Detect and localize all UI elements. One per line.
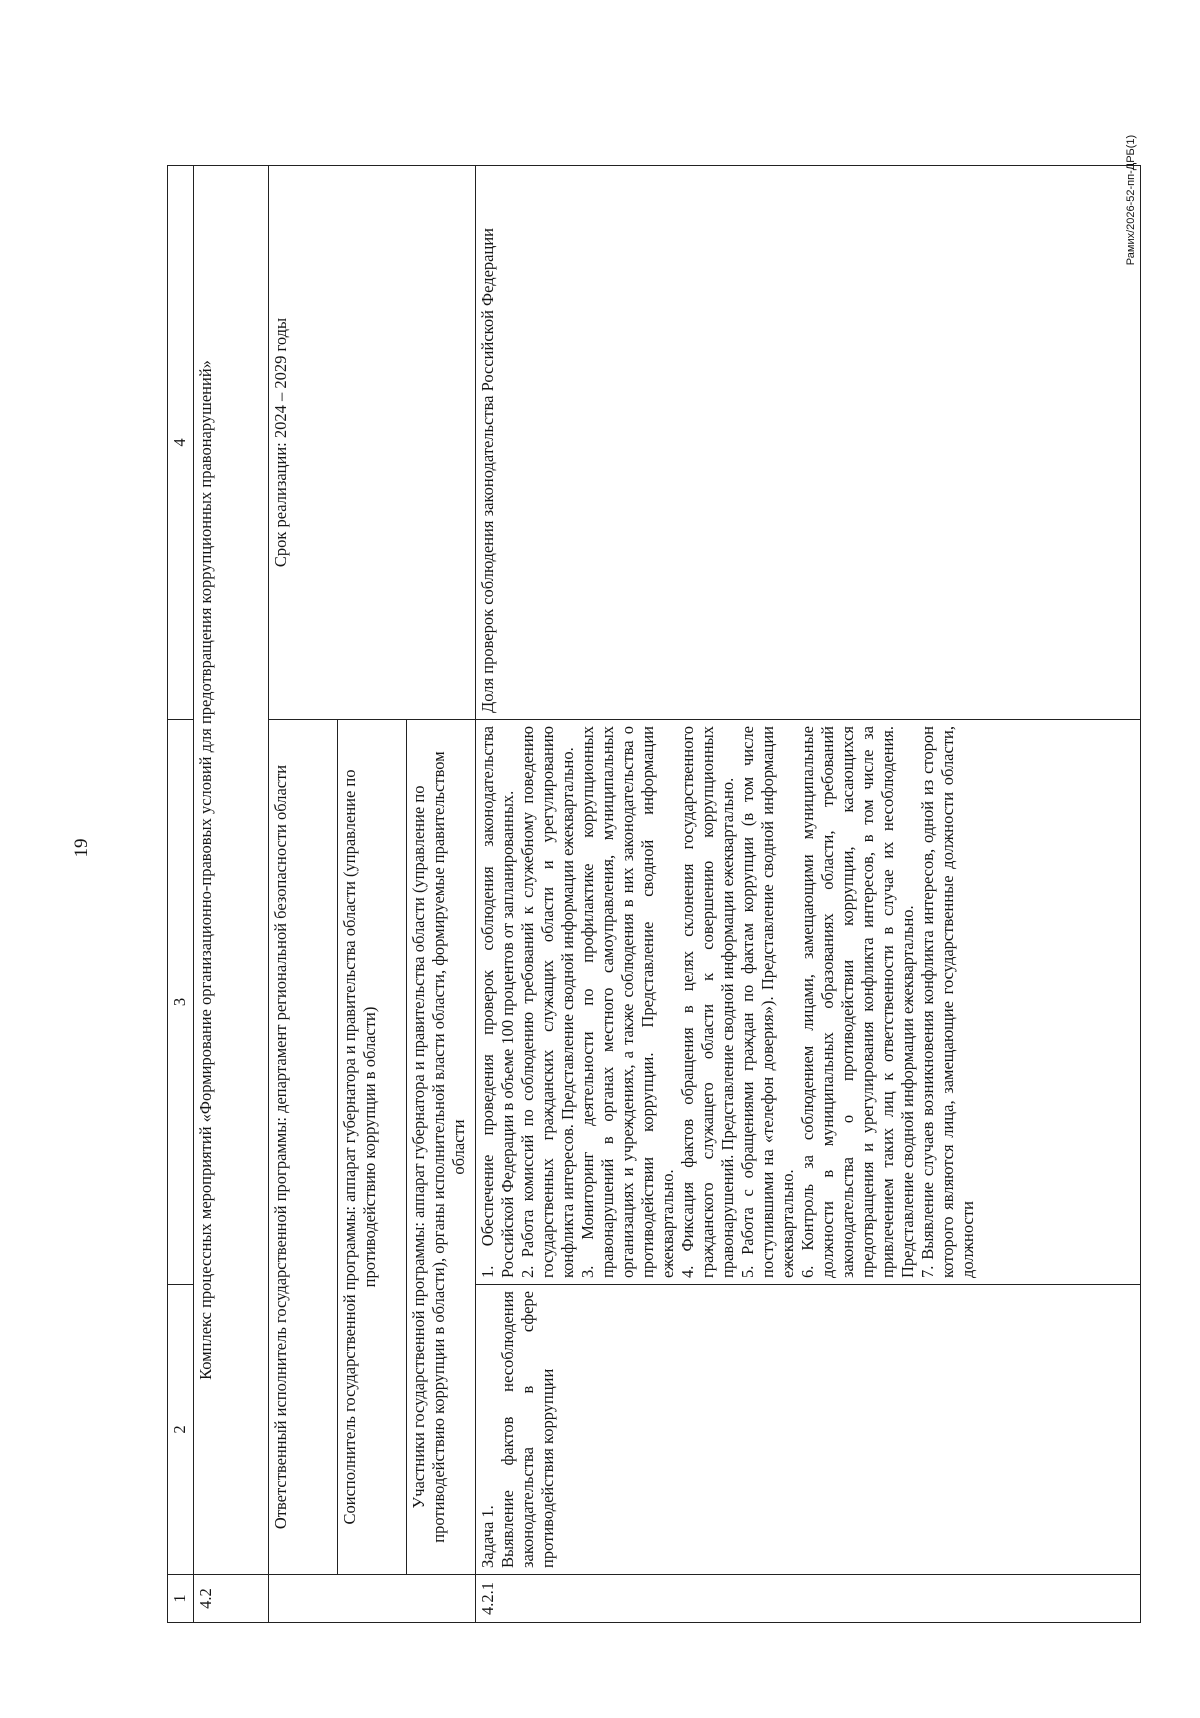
column-number-3: 3	[168, 720, 194, 1285]
task-row	[476, 166, 1141, 1623]
task-cell	[476, 1285, 1141, 1575]
page-number: 19	[71, 838, 92, 858]
responsible-executor: Ответственный исполнитель государственной программы: департамент региональной безопасности области	[269, 720, 338, 1575]
empty-number-cell	[269, 1575, 476, 1623]
program-table	[167, 165, 1141, 1623]
column-number-4: 4	[168, 166, 194, 720]
activities-cell	[476, 720, 1141, 1285]
activity-item: 1. Обеспечение проведения проверок соблюдения законодательства Российской Федерации в объеме 100 процентов от запланированных.	[478, 726, 517, 1278]
implementation-deadline: Срок реализации: 2024 – 2029 годы	[269, 166, 476, 720]
column-number-1: 1	[168, 1575, 194, 1623]
task-number: 4.2.1	[476, 1575, 1141, 1623]
rotated-table-container	[167, 166, 1127, 1623]
indicator-cell: Доля проверок соблюдения законодательства Российской Федерации	[476, 166, 1141, 720]
column-number-2: 2	[168, 1285, 194, 1575]
activity-item: 4. Фиксация фактов обращения в целях склонения государственного гражданского служащего области к совершению коррупционных правонарушений. Представление сводной информации ежеквартально.	[678, 726, 737, 1278]
responsible-row	[269, 166, 338, 1623]
activity-item: 7. Выявление случаев возникновения конфликта интересов, одной из сторон которого являются лица, замещающие государственные должности области, должности	[918, 726, 977, 1278]
task-label: Задача 1.	[478, 1505, 497, 1568]
activity-item: 5. Работа с обращениями граждан по фактам коррупции (в том числе поступившими на «телефон доверия»). Представление сводной информации ежеквартально.	[738, 726, 797, 1278]
activity-item: 2. Работа комиссий по соблюдению требований к служебному поведению государственных гражданских служащих области и урегулированию конфликта интересов. Представление сводной информации ежеквартально.	[518, 726, 577, 1278]
task-text: Выявление фактов несоблюдения законодательства в сфере противодействия коррупции	[498, 1291, 557, 1568]
coexecutor: Соисполнитель государственной программы: аппарат губернатора и правительства области (управление по противодействию коррупции в области)	[338, 720, 407, 1575]
complex-number: 4.2	[194, 1575, 269, 1623]
complex-title: Комплекс процессных мероприятий «Формирование организационно-правовых условий для предотвращения коррупционных правонарушений»	[194, 166, 269, 1575]
document-code: Рамих/2026-52-пп-ДРБ(1)	[1125, 134, 1137, 266]
activity-item: 6. Контроль за соблюдением лицами, замещающими муниципальные должности в муниципальных образованиях области, требований законодательства о противодействии коррупции, касающихся предотвращения и урегулирования конфликта интересов, в том числе за привлечением таких лиц к ответственности в случае их несоблюдения. Представление сводной информации ежеквартально.	[798, 726, 917, 1278]
complex-title-row	[194, 166, 269, 1623]
column-number-row	[168, 166, 194, 1623]
activity-item: 3. Мониторинг деятельности по профилактике коррупционных правонарушений в органах местного самоуправления, муниципальных организациях и учреждениях, а также соблюдения в них законодательства о противодействии коррупции. Представление сводной информации ежеквартально.	[578, 726, 677, 1278]
participants: Участники государственной программы: аппарат губернатора и правительства области (управление по противодействию коррупции в области), органы исполнительной власти области, формируемые правительством области	[407, 720, 476, 1575]
